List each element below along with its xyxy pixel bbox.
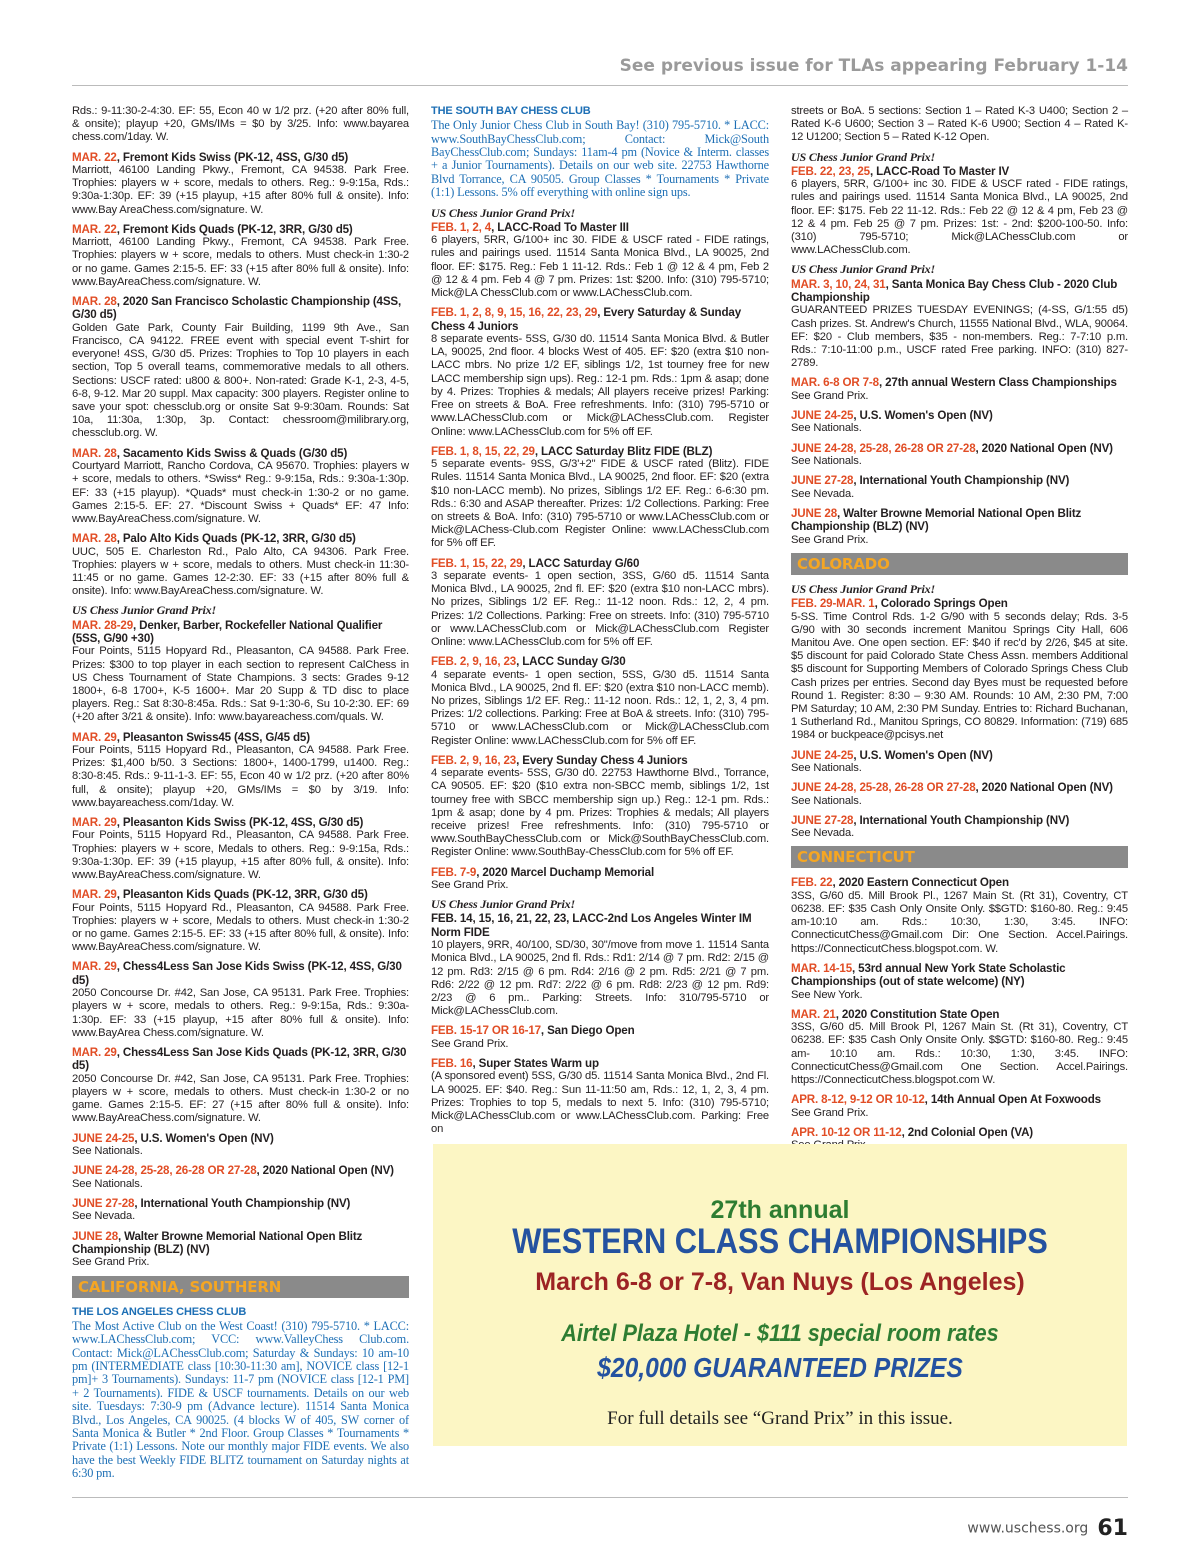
listing-date: JUNE 24-25 [72,1131,135,1145]
junior-grand-prix-label: US Chess Junior Grand Prix! [791,581,935,596]
page-footer [967,1516,1128,1541]
listing-body: Four Points, 5115 Hopyard Rd., Pleasanton, CA 94588. Park Free. Trophies: players w + score, Medals to others. Reg.: 9-9:15a, Rds.: 9:30a-1:30p. EF: 39 (+15 playup, +15 after 80% full, & onsite). Info: www.BayAreaChess.com/signature. W. [72,829,409,881]
listing [72,619,409,725]
footer-rule [72,1497,1128,1498]
listing-body: 6 players, 5RR, G/100+ inc 30. FIDE & USCF rated - FIDE ratings, rules and pairings used. 11514 Santa Monica Blvd., LA 90025, 2nd floor. EF: $175. Feb 22 11-12. Rds.: Feb 22 @ 12 & 4 pm, Feb 23 @ 12 & 4 pm. Feb 25 @ 7 pm. Prizes: 1st: - 2nd: $200-100-50. Info: (310) 795-5710; Mick@LAChessClub.com or www.LAChessClub.com. [791,178,1128,257]
listing-body: See Grand Prix. [791,533,869,546]
listing [72,731,409,810]
listing-date: JUNE 28 [72,1229,118,1243]
listing [791,814,1128,841]
listing [431,1024,769,1051]
region-heading: CONNECTICUT [791,846,1128,868]
listing [791,1093,1128,1120]
listing [791,962,1128,1002]
listing-body: See Nationals. [791,794,862,807]
listing-title: , 2020 National Open (NV) [256,1164,394,1178]
listing-title: , Sacamento Kids Swiss & Quads (G/30 d5) [116,446,348,460]
listing-date: MAR. 14-15 [791,961,852,975]
listing-date: MAR. 28-29 [72,618,133,632]
column-2 [431,105,769,1142]
junior-grand-prix-label: US Chess Junior Grand Prix! [72,603,216,618]
listing [72,223,409,289]
listing-title: , 2020 Marcel Duchamp Memorial [476,865,655,879]
listing [72,151,409,217]
listing-date: JUNE 24-28, 25-28, 26-28 OR 27-28 [791,781,976,795]
ad-title: WESTERN CLASS CHAMPIONSHIPS [512,1222,1048,1261]
listing [791,278,1128,371]
listing [791,749,1128,776]
listing-body: See Nationals. [72,1145,143,1158]
listing-title: , 27th annual Western Class Championships [878,376,1117,390]
ad-dates: March 6-8 or 7-8, Van Nuys (Los Angeles) [535,1268,1025,1296]
listing-title: , San Diego Open [540,1024,635,1038]
listing-body: Four Points, 5115 Hopyard Rd., Pleasanton, CA 94588. Park Free. Prizes: $1,400 b/50. 3 Sections: 1800+, 1400-1799, u1400. Reg.: 8:30-8:45. Rds.: 9-11-1-3. EF: 55, Econ 40 w 1/2 prz. (+20 after 80% full, & onsite); playup +20, GMs/IMs = $0 by 3/19. Info: www.bayareachess.com/1day. W. [72,743,409,809]
listing-title: , LACC-Road To Master III [491,220,629,234]
listing-body: Golden Gate Park, County Fair Building, 1199 9th Ave., San Francisco, CA 94122. FREE event with special event T-shirt for everyone! 4SS, G/30 d5. Prizes: Trophies to Top 10 players in each section, Top 5 overall teams, commemorative medals to all others. Sections: USCF rated: u800 & 800+. Non-rated: Grade K-1, 2-3, 4-5, 6-8, 9-12. Mar 20 suppl. Max capacity: 300 players. Register online to save your spot: chessclub.org or onsite Sat 9-9:30am. Rounds: Sat 10a, 11:30a, 1:30p, 3p. Contact: chessroom@milibrary.org, chessclub.org. W. [72,321,409,440]
listing-body: See Nationals. [72,1177,143,1190]
listing [72,1230,409,1270]
listing-date: FEB. 15-17 OR 16-17 [431,1024,541,1038]
listing-date: MAR. 29 [72,960,117,974]
listing-body: See Nevada. [72,1210,136,1223]
listing [791,409,1128,436]
listing-date: JUNE 24-25 [791,748,854,762]
listing-title: , International Youth Championship (NV) [853,474,1070,488]
listing-date: APR. 10-12 OR 11-12 [791,1125,902,1139]
listing [72,1046,409,1126]
region-heading: COLORADO [791,553,1128,575]
listing [72,816,409,882]
listing-title: , 53rd annual New York State Scholastic Championships (out of state welcome) (NY) [791,961,1066,989]
listing-body: 2050 Concourse Dr. #42, San Jose, CA 95131. Park Free. Trophies: players w + score, medals to others. Must check-in 1:30-2 or no game. Games 2:15-5. EF: 27 (+15 after 80% full & onsite). Info: www.BayAreaChess.com/signature. W. [72,1072,409,1125]
listing [791,1008,1128,1087]
listing-body: 4 separate events- 5SS, G/30 d0. 22753 Hawthorne Blvd., Torrance, CA 90505. EF: $20 ($10 extra non-SBCC memb, siblings 1/2, 1st tourney free with SBCC membership sign up.) Reg.: 12-1 pm. Rds.: 1pm & asap; done by 4 pm. Prizes: Trophies & medals; All players receive prizes! Free refreshments. Info: (310) 795-5710 or www.SouthBayChessClub.com or Mick@SouthBayChessClub.com. Register Online: www.SouthBay-ChessClub.com for 5% off EF. [431,767,769,859]
listing-date: JUNE 27-28 [791,813,854,827]
listing [791,781,1128,808]
listing-continued: Rds.: 9-11:30-2-4:30. EF: 55, Econ 40 w 1/2 prz. (+20 after 80% full, & onsite); playup +20, GMs/IMs = $0 by 3/25. Info: www.bayarea chess.com/1day. W. [72,105,409,144]
listing [791,165,1128,258]
listing-date: FEB. 22 [791,876,833,890]
listing-title: , U.S. Women's Open (NV) [853,748,993,762]
listing-body: See Nevada. [791,827,855,840]
listing-title: , Palo Alto Kids Quads (PK-12, 3RR, G/30 d5) [116,532,356,546]
listing-body: Four Points, 5115 Hopyard Rd., Pleasanton, CA 94588. Park Free. Trophies: players w + score, Medals to others. Must check-in 1:30-2 or no game. Games 2:15-5. EF: 33 (+15 after 80% full, & onsite). Info: www.BayAreaChess.com/signature. W. [72,901,409,954]
listing-title: , Chess4Less San Jose Kids Quads (PK-12, 3RR, G/30 d5) [72,1046,407,1073]
listing-title: , International Youth Championship (NV) [853,813,1070,827]
listing [72,960,409,1040]
listing-date: MAR. 21 [791,1007,836,1021]
listing-title: , U.S. Women's Open (NV) [853,409,993,423]
listing-date: MAR. 29 [72,730,117,744]
listing [791,507,1128,547]
listing-date: MAR. 29 [72,815,117,829]
listing-title: , Pleasanton Kids Quads (PK-12, 3RR, G/30 d5) [116,888,368,902]
listing-date: MAR. 3, 10, 24, 31 [791,277,886,291]
listing-date: MAR. 29 [72,888,117,902]
ad-prizes: $20,000 GUARANTEED PRIZES [597,1352,963,1383]
listing-title: , International Youth Championship (NV) [134,1196,351,1210]
listing [431,221,769,300]
listing [431,866,769,893]
club-description: The Only Junior Chess Club in South Bay! (310) 795-5710. * LACC: www.SouthBayChessClub.com; Contact: Mick@South BayChessClub.com; Sundays: 11am-4 pm (Novice & Interm. classes + a Junior Tournaments). Details on our web site. 22753 Hawthorne Blvd Torrance, CA 90505. Group Classes * Tournaments * Private (1:1) Lessons. 5% off everything with online sign ups. [431,118,769,200]
listing-body: See Nationals. [791,761,862,774]
listing-body: 5-SS. Time Control Rds. 1-2 G/90 with 5 seconds delay; Rds. 3-5 G/90 with 30 seconds increment Manitou Springs City Hall, 606 Manitou Ave. One open section. EF: $40 if rec'd by 2/26, $45 at site. $5 discount for paid Colorado State Chess Assn. members Additional $5 discount for Supporting Members of Colorado Springs Chess Club Cash prizes per entries. Second day Byes must be requested before Round 1. Register: 8:30 – 9:30 AM. Rounds: 10 AM, 2:30 PM, 7:00 PM Saturday; 10 AM, 2:30 PM Sunday. Entries to: Richard Buchanan, 1 Sutherland Rd., Manitou Springs, CO 80829. Information: (719) 685 1984 or buckpeace@pcisys.net [791,610,1128,742]
junior-grand-prix-label: US Chess Junior Grand Prix! [431,205,575,220]
listing-body: See Nevada. [791,487,855,500]
listing [431,912,769,1018]
listing-title: , Fremont Kids Quads (PK-12, 3RR, G/30 d5) [116,222,353,236]
listing-title: , Colorado Springs Open [874,597,1008,611]
listing-date: MAR. 22 [72,222,117,236]
listing-body: 5 separate events- 9SS, G/3'+2" FIDE & USCF rated (Blitz). FIDE Rules. 11514 Santa Monica Blvd., LA 90025, 2nd floor. EF: $20 (extra $10 non-LACC memb). No prizes, Siblings 1/2 EF. Reg.: 6-6:30 pm. Rds.: 6:30 and ASAP thereafter. Prizes: 1/2 Collections. Parking: Free on streets & BoA. Info: (310) 795-5710 or www.LAChessClub.com or Mick@LAChess-Club.com Register Online: www.LAChessClub.com for 5% off EF. [431,458,769,550]
listing-title: , Fremont Kids Swiss (PK-12, 4SS, G/30 d5) [116,150,349,164]
listing-title: , 2nd Colonial Open (VA) [901,1125,1034,1139]
footer-url[interactable]: www.uschess.org [967,1520,1089,1537]
listing-date: FEB. 29-MAR. 1 [791,597,875,611]
listing [791,474,1128,501]
region-heading: CALIFORNIA, SOUTHERN [72,1276,409,1298]
listing-date: MAR. 22 [72,150,117,164]
listing-title: , Super States Warm up [472,1057,599,1071]
listing-title: , 2020 National Open (NV) [975,441,1113,455]
listing-body: See Grand Prix. [791,1106,869,1119]
listing-date: FEB. 22, 23, 25 [791,164,870,178]
listing-body: Four Points, 5115 Hopyard Rd., Pleasanton, CA 94588. Park Free. Prizes: $300 to top player in each section to represent CalChess in US Chess Tournament of State Champions. 3 sects: Grades 9-12 1800+, 6-8 1700+, K-5 1600+. Mar 20 Supp & TD disc to place players. Reg.: Sat 8:30-8:45a. Rds.: Sat 9-1:30-6, Su 10-2:30. EF: 69 (+20 after 3/21 & onsite). Info: www.bayareachess.com/quals. W. [72,645,409,724]
listing [72,447,409,526]
listing-title: , LACC Sunday G/30 [516,655,626,669]
listing-body: UUC, 505 E. Charleston Rd., Palo Alto, CA 94306. Park Free. Trophies: players w + score, medals to others. Must check-in 11:30-11:45 or no game. Games 12-2:30. EF: 33 (+15 after 80% full & onsite). Info: www.BayAreaChess.com/signature. W. [72,545,409,598]
listing-title: , Pleasanton Swiss45 (4SS, G/45 d5) [116,730,310,744]
listing [791,376,1128,403]
junior-grand-prix-label: US Chess Junior Grand Prix! [791,262,935,277]
club-heading: THE SOUTH BAY CHESS CLUB [431,105,591,117]
listing-title: , Chess4Less San Jose Kids Swiss (PK-12, 4SS, G/30 d5) [72,960,402,987]
listing-body: See Nationals. [791,422,862,435]
listing-body: See Grand Prix. [791,389,869,402]
listing-title: , LACC Saturday Blitz FIDE (BLZ) [534,444,713,458]
listing-body: Courtyard Marriott, Rancho Cordova, CA 95670. Trophies: players w + score, medals to others. *Swiss* Reg.: 9-9:15a, Rds.: 9:30a-1:30p. EF: 33 (+15 playup). *Quads* must check-in 1:30-2 or no game. Games 2:15-5. EF: 27. *Discount Swiss + Quads* EF: 47 Info: www.BayAreaChess.com/signature. W. [72,460,409,525]
header-rule [72,85,1128,86]
listing [72,1197,409,1224]
listing-continued: streets or BoA. 5 sections: Section 1 – Rated K-3 U400; Section 2 – Rated K-6 U600; Section 3 – Rated K-6 U900; Section 4 – Rated K-12 U1200; Section 5 – Rated K-12 Open. [791,105,1128,144]
column-3 [791,105,1128,1158]
listing-body: See Grand Prix. [72,1256,150,1269]
column-1 [72,105,409,1488]
listing-title: , 2020 Eastern Connecticut Open [832,876,1009,890]
listing-body: Marriott, 46100 Landing Pkwy., Fremont, CA 94538. Park Free. Trophies: players w + score, medals to others. Must check-in 1:30-2 or no game. Games 2:15-5. EF: 33 (+15 after 80% full & onsite). Info: www.BayAreaChess.com/signature. W. [72,236,409,288]
listing-title: , U.S. Women's Open (NV) [134,1131,274,1145]
listing [72,1132,409,1159]
listing-body: See Grand Prix. [431,879,509,892]
listing-body: 2050 Concourse Dr. #42, San Jose, CA 95131. Park Free. Trophies: players w + score, medals to others. Reg.: 9-9:15a, Rds.: 9:30a-1:30p. EF: 33 (+15 playup, +15 after 80% full & onsite). Info: www.BayArea Chess.com/signature. W. [72,987,409,1039]
listing-title: , Walter Browne Memorial National Open Blitz Championship (BLZ) (NV) [791,506,1082,534]
page-number: 61 [1097,1516,1128,1541]
page-header: See previous issue for TLAs appearing February 1-14 [619,56,1128,76]
listing-date: JUNE 28 [791,506,837,520]
listing-date: FEB. 2, 9, 16, 23 [431,655,517,669]
listing-title: , LACC-Road To Master IV [869,164,1010,178]
ad-details: For full details see “Grand Prix” in this issue. [607,1408,953,1429]
listing [72,888,409,954]
listing-date: FEB. 2, 9, 16, 23 [431,753,517,767]
listing-date: MAR. 28 [72,446,117,460]
listing-title: , 2020 National Open (NV) [975,781,1113,795]
listing-date: MAR. 28 [72,532,117,546]
listing [791,876,1128,955]
listing-title: , Walter Browne Memorial National Open Blitz Championship (BLZ) (NV) [72,1229,363,1256]
listing-title: , Santa Monica Bay Chess Club - 2020 Club Championship [791,277,1118,305]
club-description: The Most Active Club on the West Coast! (310) 795-5710. * LACC: www.LAChessClub.com; VCC: www.ValleyChess Club.com. Contact: Mick@LAChessClub.com; Saturday & Sundays: 10 am-10 pm (INTERMEDIATE class [10:30-11:30 am], NOVICE class [12-1 pm]+ 3 Tournaments). Sundays: 11-7 pm (NOVICE class [12-1 PM] + 2 Tournaments). FIDE & USCF tournaments. Details on our web site. Tuesdays: 7:30-9 pm (Advance lecture). 11514 Santa Monica Blvd., Los Angeles, CA 90025. (4 blocks W of 405, SW corner of Santa Monica & Butler * 2nd Floor. Group Classes * Tournaments * Private (1:1) Lessons. Note our monthly major FIDE events. We also have the best Weekly FIDE BLITZ tournament on Saturday nights at 6:30 pm. [72,1318,409,1481]
listing [431,306,769,438]
listing-title: , Pleasanton Kids Swiss (PK-12, 4SS, G/30 d5) [116,815,364,829]
junior-grand-prix-label: US Chess Junior Grand Prix! [791,149,935,164]
listing-date: FEB. 1, 8, 15, 22, 29 [431,444,535,458]
listing-title: , LACC Saturday G/60 [522,556,640,570]
listing-title: , Denker, Barber, Rockefeller National Qualifier (5SS, G/90 +30) [72,618,383,645]
listing [431,557,769,650]
listing [431,655,769,748]
listing-title: , 2020 Constitution State Open [835,1007,1000,1021]
listing [431,754,769,860]
listing-date: FEB. 1, 15, 22, 29 [431,556,523,570]
listing-date: JUNE 24-28, 25-28, 26-28 OR 27-28 [72,1164,257,1178]
listing-title: FEB. 14, 15, 16, 21, 22, 23, LACC-2nd Los Angeles Winter IM Norm FIDE [431,912,752,939]
listing-body: Marriott, 46100 Landing Pkwy., Fremont, CA 94538. Park Free. Trophies: players w + score, medals to others. Reg.: 9-9:15a, Rds.: 9:30a-1:30p. EF: 39 (+15 playup, +15 after 80% full & onsite). Info: www.Bay AreaChess.com/signature. W. [72,164,409,216]
listing [431,445,769,551]
listing [72,1164,409,1191]
listing-date: JUNE 24-25 [791,409,854,423]
listing-date: JUNE 27-28 [791,474,854,488]
listing-body: 3SS, G/60 d5. Mill Brook Pl., 1267 Main St. (Rt 31), Coventry, CT 06238. EF: $35 Cash Only Onsite Only. $$GTD: $160-80. Reg.: 9:45 am-10:10 am. Rds.: 10:30, 1:30, 3:45. INFO: ConnecticutChess@Gmail.com Dir: One Section. Accel.Pairings. https://ConnecticutChess.blogspot.com. W. [791,889,1128,955]
listing-date: MAR. 29 [72,1046,117,1060]
listing-body: 10 players, 9RR, 40/100, SD/30, 30"/move from move 1. 11514 Santa Monica Blvd., LA 90025, 2nd fl. Rds.: Rd1: 2/14 @ 7 pm. Rd2: 2/15 @ 12 pm. Rd3: 2/15 @ 6 pm. Rd4: 2/16 @ 2 pm. Rd5: 2/21 @ 7 pm. Rd6: 2/22 @ 12 pm. Rd7: 2/22 @ 6 pm. Rd8: 2/23 @ 12 pm. Rd9: 2/23 @ 6 pm.. Parking: Streets. Info: 310/795-5710 or Mick@LAChessClub.com. [431,939,769,1018]
listing-date: JUNE 27-28 [72,1196,135,1210]
listing-title: , Every Sunday Chess 4 Juniors [516,753,688,767]
listing [791,442,1128,469]
listing-date: FEB. 7-9 [431,865,477,879]
listing-body: 8 separate events- 5SS, G/30 d0. 11514 Santa Monica Blvd. & Butler LA, 90025, 2nd floor. 4 blocks West of 405. EF: $20 (extra $10 non-LACC mbrs. No prize 1/2 EF, siblings 1/2, 1st tourney free for new LACC membership sign ups). Reg.: 12-1 pm. Rds.: 1pm & asap; done by 4. Prizes: Trophies & medals; All players receive prizes! Parking: Free on streets & BoA. Free refreshments. Info: (310) 795-5710 or www.LAChessClub.com or Mick@LAChessClub.com. Register Online: www.LAChessClub.com for 5% off EF. [431,333,769,438]
listing [791,597,1128,742]
club-heading: THE LOS ANGELES CHESS CLUB [72,1305,247,1318]
listing-body: See Nationals. [791,455,862,468]
listing-body: 3 separate events- 1 open section, 3SS, G/60 d5. 11514 Santa Monica Blvd., LA 90025, 2nd fl. EF: $20 (extra $10 non-LACC mbrs). No prizes, Siblings 1/2 EF. Reg.: 11-12 noon. Rds.: 12, 2, 4 pm. Prizes: 1/2 Collections. Parking: Free on streets. Info: (310) 795-5710 or www.LAChessClub.com or Mick@LAChessClub.com Register Online: www.LAChessClub.com for 5% off EF. [431,569,769,648]
listing-body: See Grand Prix. [431,1037,509,1050]
listing-body: 3SS, G/60 d5. Mill Brook Pl, 1267 Main St. (Rt 31), Coventry, CT 06238. EF: $35 Cash Only Onsite Only. $$GTD: $160-80. Reg.: 9:45 am- 10:10 am. Rds.: 10:30, 1:30, 3:45. INFO: ConnecticutChess@Gmail.com One Section. Accel.Pairings. https://ConnecticutChess.blogspot.com W. [791,1021,1128,1087]
listing-date: FEB. 1, 2, 4 [431,220,492,234]
junior-grand-prix-label: US Chess Junior Grand Prix! [431,897,575,912]
ad-edition: 27th annual [710,1196,850,1224]
listing [72,532,409,598]
western-class-ad [433,1144,1127,1446]
listing-body: 6 players, 5RR, G/100+ inc 30. FIDE & USCF rated - FIDE ratings, rules and pairings used. 11514 Santa Monica Blvd., LA 90025, 2nd floor. EF: $175. Reg.: Feb 1 11-12. Rds.: Feb 1 @ 12 & 4 pm, Feb 2 @ 12 & 4 pm. Feb 4 @ 7 pm. Prizes: 1st: $200. Info: (310) 795-5710; Mick@LA ChessClub.com or www.LAChessClub.com. [431,234,769,300]
listing-body: (A sponsored event) 5SS, G/30 d5. 11514 Santa Monica Blvd., 2nd Fl. LA 90025. EF: $40. Reg.: Sun 11-11:50 am, Rds.: 12, 1, 2, 3, 4 pm. Prizes: Trophies to top 5, medals to next 5. Info: (310) 795-5710; Mick@LAChessClub.com or www.LAChessClub.com. Parking: Free on [431,1070,769,1136]
listing-body: GUARANTEED PRIZES TUESDAY EVENINGS; (4-SS, G/1:55 d5) Cash prizes. St. Andrew's Church, 11555 National Blvd., WLA, 90064. EF: $20 - Club members, $35 - non-members. Reg.: 7-7:10 p.m. Rds.: 7:10-11:00 p.m., USCF rated Free parking. INFO: (310) 827-2789. [791,304,1128,370]
listing-title: , 2020 San Francisco Scholastic Championship (4SS, G/30 d5) [72,295,402,322]
listing-body: See New York. [791,988,863,1001]
listing-date: FEB. 16 [431,1057,473,1071]
listing-date: MAR. 28 [72,295,117,309]
listing-body: 4 separate events- 1 open section, 5SS, G/30 d5. 11514 Santa Monica Blvd., LA 90025, 2nd fl. EF: $20 (extra $10 non-LACC memb). No prizes, Siblings 1/2 EF. Reg.: 11-12 noon. Rds.: 12, 1, 2, 3, 4 pm. Prizes: 1/2 collections. Parking: Free at BoA & streets. Info: (310) 795-5710 or www.LAChessClub.com or Mick@LAChessClub.com Register Online: www.LAChessClub.com for 5% off EF. [431,668,769,747]
listing-date: JUNE 24-28, 25-28, 26-28 OR 27-28 [791,441,976,455]
listing-title: , Every Saturday & Sunday Chess 4 Juniors [431,306,742,333]
listing-date: APR. 8-12, 9-12 OR 10-12 [791,1093,925,1107]
ad-hotel: Airtel Plaza Hotel - $111 special room rates [561,1320,999,1347]
listing [72,295,409,441]
listing [431,1057,769,1136]
listing-date: MAR. 6-8 OR 7-8 [791,376,879,390]
listing-title: , 14th Annual Open At Foxwoods [924,1093,1101,1107]
listing-date: FEB. 1, 2, 8, 9, 15, 16, 22, 23, 29 [431,306,598,320]
